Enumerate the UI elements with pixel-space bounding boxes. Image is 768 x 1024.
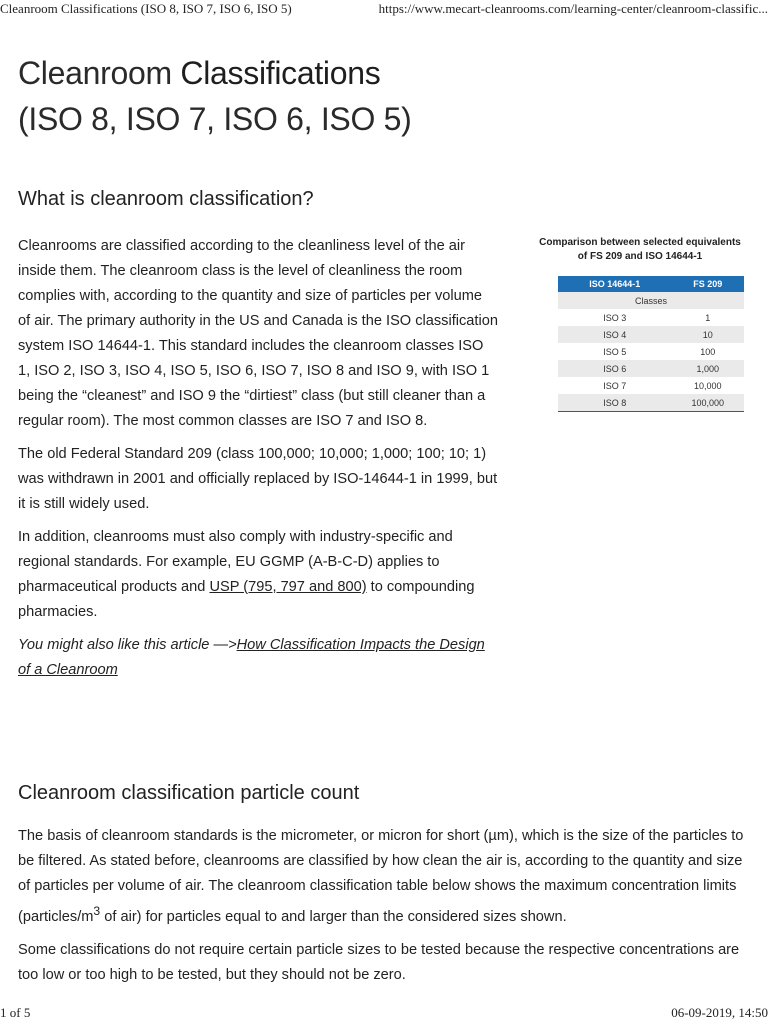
table-row [558,360,744,377]
print-datetime: 06-09-2019, 14:50 [671,1005,768,1020]
cell-fs: 100 [700,346,716,357]
page-number: 1 of 5 [0,1005,31,1020]
paragraph-intro: Cleanrooms are classified according to the cleanliness level of the air inside them. The cleanroom class is the level of cleanliness the room complies with, according to the quantity and size of particles per volume of air. The primary authority in the US and Canada is the ISO classification system ISO 14644-1. This standard includes the cleanroom classes ISO 1, ISO 2, ISO 3, ISO 4, ISO 5, ISO 6, ISO 7, ISO 8 and ISO 9, with ISO 1 being the “cleanest” and ISO 9 the “dirtiest” class (but still cleaner than a regular room). The most common classes are ISO 7 and ISO 8. [18,238,498,429]
cell-iso: ISO 8 [558,394,672,412]
related-article-link[interactable]: How Classification Impacts the Design of a Cleanroom [18,637,485,678]
related-article [18,633,498,683]
print-footer [0,1006,768,1024]
section-body-classification [18,234,498,691]
paragraph-micron-text-a: The basis of cleanroom standards is the micrometer, or micron for short (µm), which is the size of the particles to be filtered. As stated before, cleanrooms are classified by how clean the air is, according to the quantity and size of particles per volume of air. The cleanroom classification table below shows the maximum concentration limits (particles/m [18,828,744,925]
cell-fs: 10,000 [694,380,722,391]
paragraph-fs209: The old Federal Standard 209 (class 100,000; 10,000; 1,000; 100; 10; 1) was withdrawn in 2001 and officially replaced by ISO-14644-1 in 1999, but it is still widely used. [18,446,498,512]
paragraph-standards-text-b: to compounding pharmacies. [18,579,475,620]
col-header-iso: ISO 14644-1 [558,276,672,292]
comparison-caption-line1: Comparison between selected equivalents [539,237,741,248]
page-title [18,50,412,142]
col-header-fs209: FS 209 [672,276,744,292]
cell-iso: ISO 5 [603,346,627,357]
paragraph-micron [18,824,758,930]
cell-fs: 100,000 [672,394,744,412]
cell-fs: 1 [705,312,711,323]
comparison-table [558,276,744,412]
page-title-light: Cleanroom [18,55,172,91]
table-row [558,343,744,360]
cell-iso: ISO 7 [603,380,627,391]
cell-fs: 10 [672,326,744,343]
table-row [558,377,744,394]
print-header [0,0,768,18]
superscript-cubed: 3 [93,904,101,918]
related-article-prefix: You might also like this article —> [18,637,237,653]
print-header-url: https://www.mecart-cleanrooms.com/learning-center/cleanroom-classific... [378,1,768,16]
print-header-title: Cleanroom Classifications (ISO 8, ISO 7, ISO 6, ISO 5) [0,1,292,16]
usp-link[interactable]: USP (795, 797 and 800) [209,579,367,595]
table-row [558,309,744,326]
section-body-particle-count [18,824,758,996]
page-title-bold: Classifications [180,55,381,91]
cell-iso: ISO 4 [558,326,672,343]
table-row [558,326,744,343]
section-heading-particle-count: Cleanroom classification particle count [18,782,360,804]
table-subheader-row [558,292,744,309]
table-row [558,394,744,412]
comparison-table-header [558,276,744,292]
paragraph-standards [18,525,498,625]
cell-iso: ISO 3 [603,312,627,323]
comparison-figure [530,236,750,412]
cell-iso: ISO 6 [558,360,672,377]
paragraph-micron-text-b: of air) for particles equal to and larger than the considered sizes shown. [100,908,567,925]
section-heading-classification: What is cleanroom classification? [18,188,314,210]
paragraph-testing: Some classifications do not require certain particle sizes to be tested because the respective concentrations are too low or too high to be tested, but they should not be zero. [18,941,740,983]
comparison-caption [530,236,750,264]
comparison-caption-line2: of FS 209 and ISO 14644-1 [577,251,703,262]
paragraph-standards-text-a: In addition, cleanrooms must also comply with industry-specific and regional standards. For example, EU GGMP (A-B-C-D) applies to pharmaceutical products and [18,529,453,595]
page-title-line2: (ISO 8, ISO 7, ISO 6, ISO 5) [18,101,412,137]
cell-fs: 1,000 [672,360,744,377]
table-subheader: Classes [558,292,744,309]
